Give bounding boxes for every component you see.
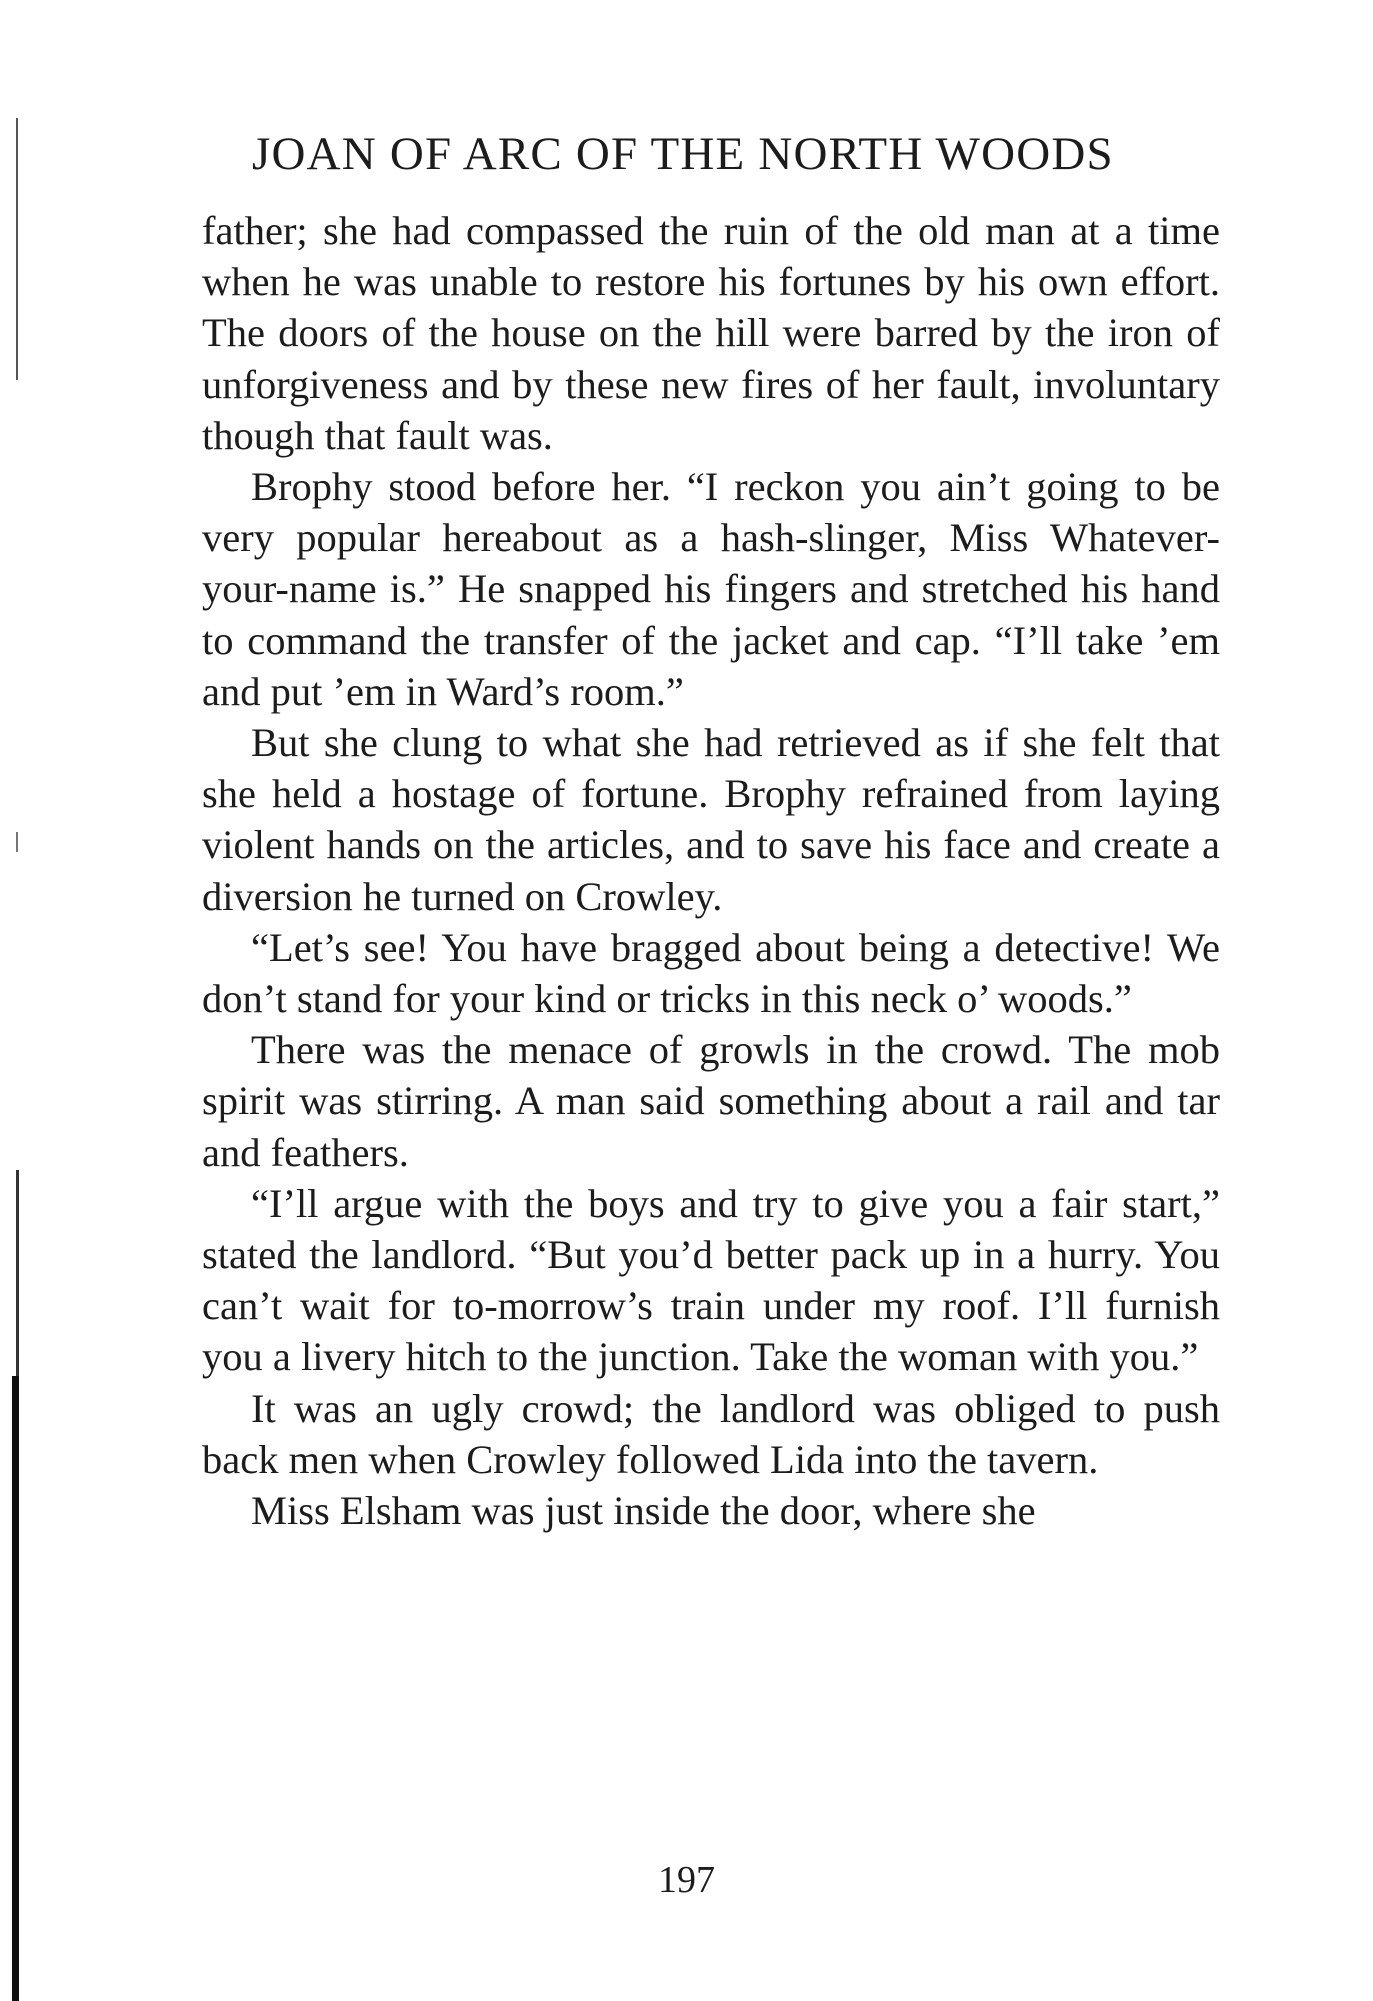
- binding-edge-shadow: [16, 118, 18, 380]
- body-text: [202, 205, 1220, 1536]
- binding-edge-dark: [12, 1376, 19, 2001]
- paragraph-2: Brophy stood before her. “I reckon you ain’t going to be very popular hereabout as a hash-slinger, Miss Whatever-your-name is.” He snapped his fingers and stretched his hand to command the transfer of the jacket and cap. “I’ll take ’em and put ’em in Ward’s room.”: [202, 464, 1220, 714]
- binding-edge-shadow-lower: [16, 1170, 19, 1390]
- paragraph-5: There was the menace of growls in the crowd. The mob spirit was stirring. A man said something about a rail and tar and feathers.: [202, 1027, 1220, 1175]
- running-head: JOAN OF ARC OF THE NORTH WOODS: [252, 128, 1114, 180]
- page-number: 197: [658, 1859, 715, 1901]
- paragraph-1: father; she had compassed the ruin of the old man at a time when he was unable to restore his fortunes by his own effort. The doors of the house on the hill were barred by the iron of unforgiveness and by these new fires of her fault, involuntary though that fault was.: [202, 208, 1220, 458]
- paragraph-3: But she clung to what she had retrieved as if she felt that she held a hostage of fortune. Brophy refrained from laying violent hands on the articles, and to save his face and create a diversion he turned on Crowley.: [202, 720, 1220, 919]
- paragraph-8: Miss Elsham was just inside the door, where she: [251, 1488, 1036, 1534]
- paragraph-4: “Let’s see! You have bragged about being a detective! We don’t stand for your kind or tricks in this neck o’ woods.”: [202, 924, 1220, 1022]
- paragraph-6: “I’ll argue with the boys and try to give you a fair start,” stated the landlord. “But you’d better pack up in a hurry. You can’t wait for to-morrow’s train under my roof. I’ll furnish you a livery hitch to the junction. Take the woman with you.”: [202, 1180, 1220, 1380]
- paragraph-7: It was an ugly crowd; the landlord was obliged to push back men when Crowley followed Lida into the tavern.: [202, 1385, 1220, 1482]
- binding-edge-mark: [16, 832, 18, 852]
